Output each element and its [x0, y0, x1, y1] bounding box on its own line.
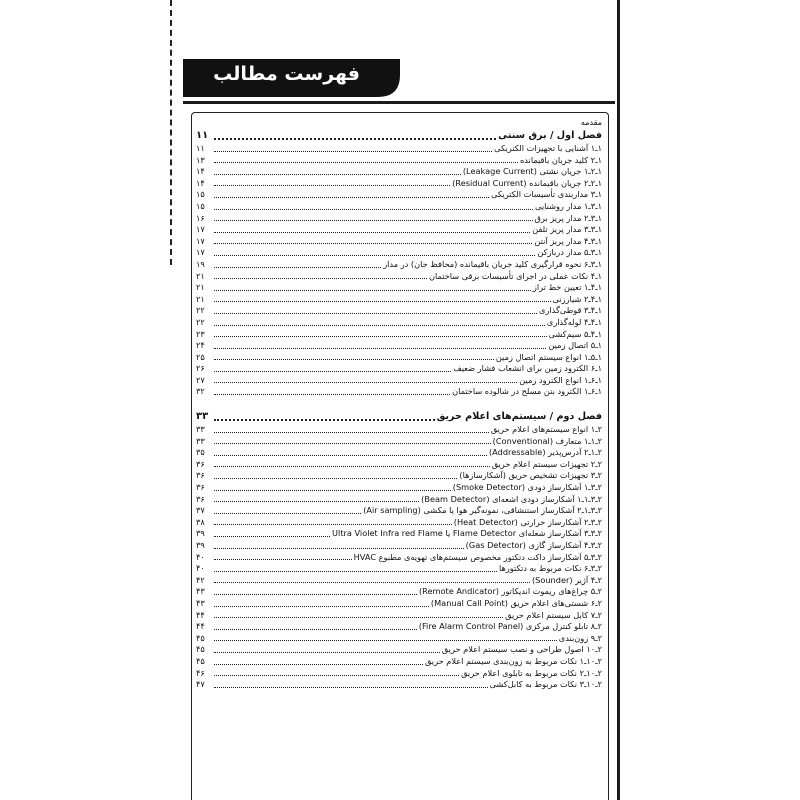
toc-entry[interactable] [196, 352, 602, 364]
entry-title: ۲ـ۴ آژیر (Sounder) [531, 574, 602, 585]
page-number: ۳۶ [196, 458, 205, 469]
table-of-contents [196, 117, 602, 691]
chapter-heading[interactable] [196, 410, 602, 424]
toc-entry[interactable] [196, 201, 602, 213]
dot-leader [214, 582, 530, 583]
page-number: ۳۳ [196, 435, 205, 446]
dot-leader [214, 432, 489, 433]
entry-title: ۲ـ۹ زون‌بندی [558, 632, 602, 643]
dot-leader [214, 419, 435, 421]
entry-title: ۱ـ۴ـ۳ قوطی‌گذاری [539, 305, 602, 316]
toc-entry[interactable] [196, 375, 602, 387]
dot-leader [214, 548, 464, 549]
page-number: ۴۶ [196, 667, 205, 678]
dot-leader [214, 255, 535, 256]
entry-title: ۱ـ۲ـ۱ جریان نشتی (Leakage Current) [462, 166, 602, 177]
toc-entry[interactable] [196, 586, 602, 598]
dot-leader [214, 162, 518, 163]
dot-leader [214, 174, 461, 175]
page-edge [617, 0, 620, 800]
entry-title: ۱ـ۱ آشنایی با تجهیزات الکتریکی [494, 143, 602, 153]
page-number: ۳۲ [196, 386, 205, 397]
entry-title: ۲ـ۸ تابلو کنترل مرکزی (Fire Alarm Control Panel) [418, 621, 602, 632]
dot-leader [214, 513, 361, 514]
entry-title: ۱ـ۴ نکات عملی در اجرای تأسیسات برقی ساختمان [428, 270, 602, 281]
page-number: ۲۱ [196, 282, 205, 293]
entry-title: ۲ـ۱ـ۲ آدرس‌پذیر (Addressable) [488, 447, 602, 458]
dot-leader [214, 617, 503, 618]
toc-entry[interactable] [196, 528, 602, 540]
header-rule [183, 101, 615, 104]
dot-leader [214, 571, 497, 572]
entry-title: ۱ـ۲ـ۲ جریان باقیمانده (Residual Current) [452, 177, 602, 188]
page-number: ۳۳ [196, 424, 205, 435]
title-banner [183, 59, 400, 97]
toc-entry[interactable] [196, 236, 602, 248]
dot-leader [214, 197, 489, 198]
page-number: ۴۵ [196, 655, 205, 666]
toc-entry[interactable] [196, 213, 602, 225]
page-number: ۲۵ [196, 351, 205, 362]
entry-title: ۱ـ۵ـ۱ انواع سیستم اتصال زمین [495, 351, 602, 362]
dot-leader [214, 359, 494, 360]
dot-leader [214, 382, 517, 383]
toc-entry[interactable] [196, 363, 602, 375]
page-number: ۳۷ [196, 505, 205, 516]
dot-leader [214, 455, 487, 456]
entry-title: ۲ـ۳ـ۲ آشکارساز حرارتی (Heat Detector) [453, 516, 602, 527]
entry-title: ۱ـ۶ـ۱ انواع الکترود زمین [519, 374, 602, 385]
toc-entry[interactable] [196, 633, 602, 645]
toc-entry[interactable] [196, 305, 602, 317]
entry-title: ۱ـ۳ـ۲ مدار پریز برق [534, 212, 602, 223]
page-number: ۳۹ [196, 528, 205, 539]
page-number: ۳۹ [196, 540, 205, 550]
dot-leader [214, 151, 492, 152]
dot-leader [214, 336, 547, 337]
entry-title: ۲ـ۱ـ۱ متعارف (Conventional) [492, 435, 602, 446]
toc-entry[interactable] [196, 143, 602, 155]
page-number: ۱۶ [196, 212, 205, 223]
page-number: ۱۵ [196, 189, 205, 200]
toc-entry[interactable] [196, 610, 602, 622]
page-number: ۴۳ [196, 597, 205, 608]
dot-leader [214, 209, 533, 210]
entry-title: ۲ـ۱۰ـ۱ نکات مربوط به زون‌بندی سیستم اعلام حریق [424, 655, 602, 666]
page-number: ۱۳ [196, 154, 205, 165]
toc-entry[interactable] [196, 282, 602, 294]
page-number: ۳۳ [196, 411, 209, 423]
dot-leader [214, 138, 496, 140]
page-number: ۲۱ [196, 293, 205, 304]
page-number: ۲۱ [196, 270, 205, 281]
page-number: ۱۷ [196, 247, 205, 258]
toc-entry[interactable] [196, 178, 602, 190]
dot-leader [214, 232, 530, 233]
toc-entry[interactable] [196, 552, 602, 564]
toc-entry[interactable] [196, 155, 602, 167]
toc-entry[interactable] [196, 563, 602, 575]
dot-leader [214, 675, 459, 676]
toc-entry[interactable] [196, 340, 602, 352]
page-number: ۴۵ [196, 632, 205, 643]
intro-entry[interactable]: مقدمه [580, 118, 602, 127]
entry-title: ۲ـ۵ چراغ‌های ریموت اندیکاتور (Remote Andicator) [418, 586, 602, 597]
entry-title: ۱ـ۴ـ۴ لوله‌گذاری [546, 316, 602, 327]
toc-entry[interactable] [196, 494, 602, 506]
dot-leader [214, 524, 452, 525]
toc-entry[interactable] [196, 482, 602, 494]
toc-entry[interactable] [196, 470, 602, 482]
dot-leader [214, 606, 429, 607]
entry-title: ۱ـ۶ـ۱ الکترود بتن مسلح در شالوده ساختمان [452, 386, 602, 397]
entry-title: ۱ـ۳ـ۶ نحوه قرارگیری کلید جریان باقیمانده (محافظ جان) در مدار [383, 258, 602, 269]
toc-entry[interactable] [196, 259, 602, 271]
toc-entry[interactable] [196, 247, 602, 259]
page-number: ۱۴ [196, 177, 205, 188]
toc-entry[interactable] [196, 189, 602, 201]
chapter-gap [196, 398, 602, 410]
entry-title: ۲ـ۳ـ۳ آشکارساز شعله‌ای Flame Detector یا Ultra Violet Infra red Flame [332, 528, 602, 539]
page-number: ۱۱ [196, 143, 205, 153]
entry-title: ۲ـ۳ تجهیزات تشخیص حریق (آشکارسازها) [459, 470, 602, 481]
page-number: ۴۰ [196, 563, 205, 574]
page-number: ۲۲ [196, 316, 205, 327]
toc-entry[interactable] [196, 517, 602, 529]
toc-entry[interactable] [196, 644, 602, 656]
entry-title: ۲ـ۷ کابل سیستم اعلام حریق [505, 609, 602, 620]
page-number: ۱۴ [196, 166, 205, 177]
page-number: ۲۲ [196, 305, 205, 316]
page-number: ۱۷ [196, 235, 205, 246]
page-number: ۳۶ [196, 482, 205, 493]
page-number: ۲۳ [196, 328, 205, 339]
dot-leader [214, 501, 419, 502]
entry-title: ۱ـ۴ـ۱ تعیین خط تراز [532, 282, 602, 293]
entry-title: ۲ـ۶ شستی‌های اعلام حریق (Manual Call Point) [430, 597, 602, 608]
page-number: ۲۷ [196, 374, 205, 385]
page-number: ۳۶ [196, 470, 205, 481]
dot-leader [214, 290, 531, 291]
page-number: ۱۵ [196, 200, 205, 211]
page-number: ۲۶ [196, 363, 205, 374]
page-number: ۴۷ [196, 679, 205, 690]
dot-leader [214, 243, 532, 244]
entry-title: فصل دوم / سیستم‌های اعلام حریق [436, 411, 602, 423]
entry-title: ۲ـ۳ـ۱ آشکارساز دودی (Smoke Detector) [452, 482, 602, 493]
toc-entry[interactable] [196, 505, 602, 517]
entry-title: ۲ـ۳ـ۴ آشکارساز گازی (Gas Detector) [465, 540, 602, 550]
dot-leader [214, 687, 488, 688]
page-number: ۴۰ [196, 551, 205, 562]
page-number: ۱۱ [196, 130, 209, 141]
dot-leader [214, 629, 417, 630]
dot-leader [214, 348, 546, 349]
dot-leader [214, 490, 451, 491]
dot-leader [214, 652, 440, 653]
entry-title: ۱ـ۳ مداربندی تأسیسات الکتریکی [491, 189, 602, 200]
page-number: ۳۶ [196, 493, 205, 504]
toc-entry[interactable] [196, 317, 602, 329]
page-number: ۳۵ [196, 447, 205, 458]
toc-entry[interactable] [196, 598, 602, 610]
dot-leader [214, 594, 417, 595]
page-number: ۴۲ [196, 574, 205, 585]
toc-entry[interactable] [196, 294, 602, 306]
toc-entry[interactable] [196, 224, 602, 236]
toc-entry[interactable] [196, 436, 602, 448]
entry-title: ۲ـ۱۰ـ۳ نکات مربوط به کابل‌کشی [489, 679, 602, 690]
entry-title: ۱ـ۶ الکترود زمین برای انشعاب فشار ضعیف [453, 363, 602, 374]
dot-leader [214, 220, 533, 221]
entry-title: ۲ـ۱ انواع سیستم‌های اعلام حریق [490, 424, 602, 435]
toc-entry[interactable] [196, 459, 602, 471]
page-number: ۴۳ [196, 586, 205, 597]
page-number: ۲۴ [196, 340, 205, 351]
toc-entry[interactable] [196, 166, 602, 178]
entry-title: ۱ـ۵ اتصال زمین [548, 340, 602, 351]
dot-leader [214, 325, 545, 326]
dot-leader [214, 536, 330, 537]
page-number: ۱۹ [196, 258, 205, 269]
dot-leader [214, 278, 427, 279]
dot-leader [214, 559, 352, 560]
entry-title: ۱ـ۲ کلید جریان باقیمانده [519, 154, 602, 165]
dot-leader [214, 267, 381, 268]
page-number: ۳۸ [196, 516, 205, 527]
toc-entry[interactable] [196, 386, 602, 398]
page-number: ۴۵ [196, 644, 205, 655]
entry-title: ۲ـ۳ـ۱ـ۱ آشکارساز دودی اشعه‌ای (Beam Detector) [421, 493, 602, 504]
toc-entry[interactable] [196, 668, 602, 680]
entry-title: ۲ـ۱۰ـ۲ نکات مربوط به تابلوی اعلام حریق [461, 667, 602, 678]
dot-leader [214, 394, 450, 395]
entry-title: ۱ـ۳ـ۴ مدار پریز آنتن [534, 235, 602, 246]
entry-title: ۲ـ۳ـ۱ـ۲ آشکارساز استنشاقی، نمونه‌گیر هوا یا مکشی (Air sampling) [363, 505, 602, 516]
entry-title: ۲ـ۳ـ۶ نکات مربوط به دتکتورها [498, 563, 602, 574]
dot-leader [214, 301, 551, 302]
page-number: ۴۴ [196, 609, 205, 620]
entry-title: ۲ـ۱۰ اصول طراحی و نصب سیستم اعلام حریق [441, 644, 602, 655]
dot-leader [214, 466, 490, 467]
toc-entry[interactable] [196, 656, 602, 668]
toc-entry[interactable] [196, 447, 602, 459]
entry-title: ۱ـ۳ـ۱ مدار روشنایی [535, 200, 602, 211]
toc-entry[interactable] [196, 329, 602, 341]
dot-leader [214, 443, 491, 444]
entry-title: ۱ـ۳ـ۳ مدار پریز تلفن [532, 224, 602, 235]
dot-leader [214, 371, 451, 372]
page-fold-line [170, 0, 172, 265]
toc-entry[interactable] [196, 271, 602, 283]
page-number: ۱۷ [196, 224, 205, 235]
entry-title: ۲ـ۳ـ۵ آشکارساز داکت دتکتور مخصوص سیستم‌های تهویه‌ی مطبوع HVAC [353, 551, 602, 562]
dot-leader [214, 478, 457, 479]
page-title: فهرست مطالب [213, 63, 360, 85]
entry-title: ۲ـ۲ تجهیزات سیستم اعلام حریق [491, 458, 602, 469]
dot-leader [214, 185, 450, 186]
entry-title: فصل اول / برق سنتی [498, 130, 602, 141]
dot-leader [214, 640, 557, 641]
toc-entry[interactable] [196, 540, 602, 552]
entry-title: ۱ـ۳ـ۵ مدار دربازکن [537, 247, 602, 258]
entry-title: ۱ـ۴ـ۲ شیارزنی [552, 293, 602, 304]
chapter-heading[interactable] [196, 129, 602, 143]
toc-entry[interactable] [196, 679, 602, 691]
dot-leader [214, 313, 537, 314]
dot-leader [214, 664, 423, 665]
toc-entry[interactable] [196, 424, 602, 436]
page-number: ۴۴ [196, 621, 205, 632]
toc-entry[interactable] [196, 575, 602, 587]
toc-entry[interactable] [196, 621, 602, 633]
entry-title: ۱ـ۴ـ۵ سیم‌کشی [548, 328, 602, 339]
